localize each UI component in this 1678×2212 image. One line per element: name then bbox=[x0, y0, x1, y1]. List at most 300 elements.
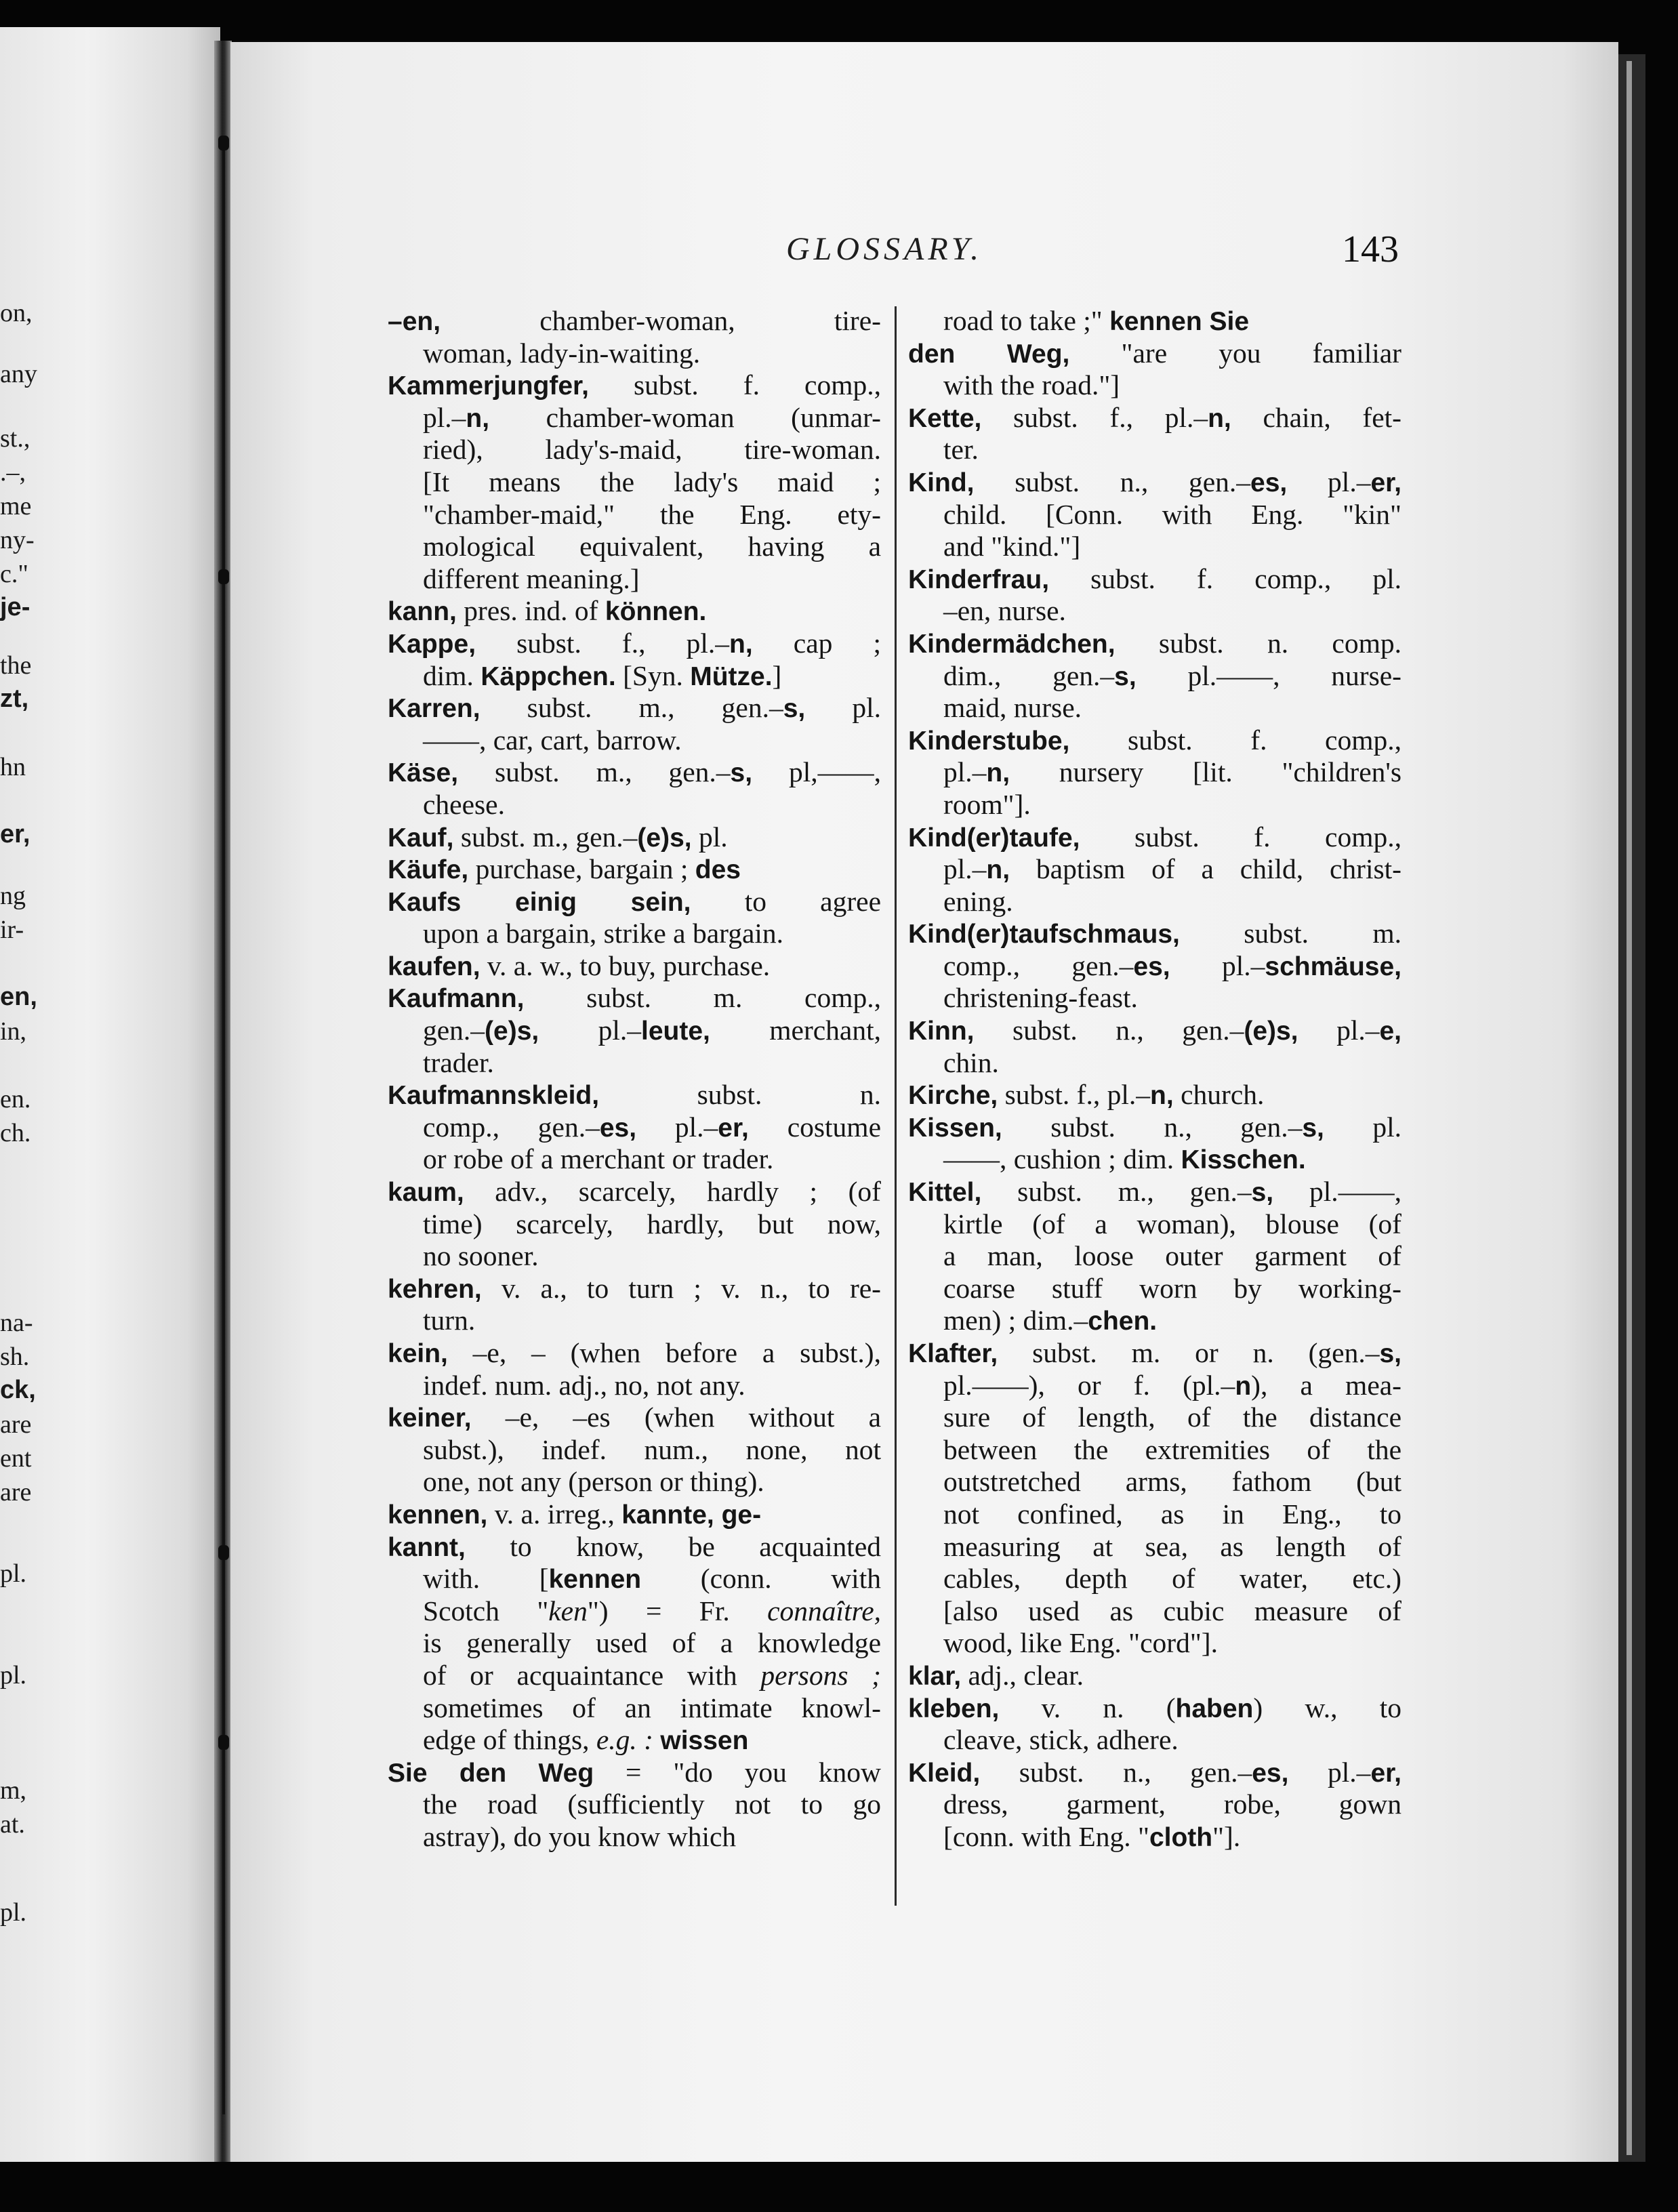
binding-stitch bbox=[218, 136, 229, 150]
definition-text: and "kind."] bbox=[943, 531, 1081, 562]
entry-first-line bbox=[388, 1176, 881, 1208]
headword: Kind(er)taufe, bbox=[908, 823, 1080, 853]
definition-text: chamber-woman, tire- bbox=[441, 305, 881, 336]
definition-text: sometimes of an intimate knowl- bbox=[423, 1692, 881, 1723]
entry-first-line bbox=[388, 1531, 881, 1563]
definition-text: –e, – (when before a subst.), bbox=[447, 1337, 881, 1368]
headword: es, bbox=[1133, 951, 1170, 981]
entry-line bbox=[908, 982, 1401, 1015]
definition-text: church. bbox=[1173, 1079, 1265, 1111]
definition-text: subst. n., gen.– bbox=[974, 1015, 1244, 1046]
definition-text: maid, nurse. bbox=[943, 692, 1082, 724]
entry-line bbox=[908, 756, 1401, 789]
definition-text: subst. f. comp., bbox=[1080, 821, 1401, 853]
entry-first-line bbox=[908, 918, 1401, 950]
entry-line bbox=[388, 918, 881, 950]
running-head: GLOSSARY. bbox=[786, 231, 983, 267]
definition-text: [also used as cubic measure of bbox=[943, 1595, 1401, 1626]
left-page-fragment: en, bbox=[0, 983, 37, 1011]
headword: er, bbox=[1370, 1758, 1401, 1788]
entry-line bbox=[908, 1724, 1401, 1757]
definition-text: adv., scarcely, hardly ; (of bbox=[464, 1176, 881, 1208]
entry-line bbox=[388, 531, 881, 563]
column-rule bbox=[895, 306, 897, 1906]
definition-text: subst. m. or n. (gen.– bbox=[998, 1337, 1380, 1368]
headword: n, bbox=[729, 629, 753, 659]
definition-text: v. a. irreg., bbox=[487, 1498, 622, 1530]
definition-text: ), a mea- bbox=[1251, 1369, 1402, 1401]
italic-text: persons ; bbox=[760, 1659, 881, 1691]
definition-text: with the road."] bbox=[943, 369, 1120, 401]
definition-text: (conn. with bbox=[641, 1563, 881, 1595]
entry-line bbox=[388, 1047, 881, 1080]
headword: Sie den Weg bbox=[388, 1758, 594, 1788]
headword: kaum, bbox=[388, 1178, 464, 1208]
entry-first-line bbox=[388, 1337, 881, 1370]
entry-first-line bbox=[388, 756, 881, 789]
definition-text: outstretched arms, fathom (but bbox=[943, 1466, 1401, 1498]
headword: Kinn, bbox=[908, 1017, 975, 1046]
left-page-fragment: c." bbox=[0, 560, 28, 588]
definition-text: pl. bbox=[691, 821, 728, 853]
entry-first-line bbox=[908, 1176, 1401, 1208]
entry-line bbox=[388, 1788, 881, 1821]
definition-text: kirtle (of a woman), blouse (of bbox=[943, 1208, 1401, 1240]
entry-first-line bbox=[908, 1757, 1401, 1789]
headword: des bbox=[695, 855, 741, 885]
headword: schmäuse, bbox=[1265, 951, 1402, 981]
definition-text: purchase, bargain ; bbox=[468, 853, 695, 885]
entry-first-line bbox=[388, 305, 881, 337]
headword: (e)s, bbox=[1244, 1017, 1298, 1046]
headword: kaufen, bbox=[388, 951, 480, 981]
definition-text: cleave, stick, adhere. bbox=[943, 1724, 1179, 1756]
definition-text: subst. f., pl.– bbox=[476, 627, 730, 659]
definition-text: pl.– bbox=[943, 756, 987, 788]
headword: (e)s, bbox=[637, 823, 692, 853]
definition-text: of or acquaintance with bbox=[423, 1659, 761, 1691]
left-page-fragment: sh. bbox=[0, 1343, 30, 1371]
headword: Mütze. bbox=[690, 661, 773, 691]
entry-first-line bbox=[388, 628, 881, 660]
definition-text: [Syn. bbox=[615, 659, 691, 691]
entry-line bbox=[908, 499, 1401, 531]
definition-text: –en, nurse. bbox=[943, 595, 1066, 627]
left-page-fragment: are bbox=[0, 1478, 32, 1507]
entry-line bbox=[388, 563, 881, 596]
definition-text: v. a. w., to buy, purchase. bbox=[480, 949, 771, 981]
entry-line bbox=[388, 402, 881, 434]
definition-text: pl.– bbox=[1287, 466, 1371, 497]
headword: (e)s, bbox=[485, 1017, 539, 1046]
entry-first-line bbox=[908, 1015, 1401, 1047]
definition-text: = "do you know bbox=[594, 1756, 881, 1788]
headword: leute, bbox=[641, 1017, 710, 1046]
entry-line bbox=[388, 1015, 881, 1047]
binding-stitch bbox=[218, 569, 229, 584]
headword: e, bbox=[1379, 1017, 1401, 1046]
left-page-fragment: ent bbox=[0, 1444, 32, 1473]
entry-line bbox=[908, 950, 1401, 983]
definition-text: pl.——, nurse- bbox=[1136, 659, 1401, 691]
definition-text: ) w., to bbox=[1253, 1692, 1401, 1723]
headword: Kauf, bbox=[388, 823, 454, 853]
headword: Kinderstube, bbox=[908, 726, 1070, 756]
definition-text: ——, car, cart, barrow. bbox=[423, 724, 682, 756]
entry-line bbox=[908, 1208, 1401, 1241]
definition-text: pl,——, bbox=[752, 756, 882, 788]
definition-text: upon a bargain, strike a bargain. bbox=[423, 918, 784, 949]
definition-text: pl.– bbox=[1288, 1756, 1371, 1788]
entry-first-line bbox=[388, 1757, 881, 1789]
left-page-fragment: in, bbox=[0, 1017, 27, 1046]
definition-text: pl. bbox=[1324, 1111, 1402, 1143]
headword: s, bbox=[1251, 1178, 1274, 1208]
left-page-fragment: are bbox=[0, 1410, 32, 1439]
headword: n, bbox=[1150, 1081, 1174, 1111]
entry-first-line bbox=[388, 595, 881, 628]
entry-line bbox=[388, 1240, 881, 1273]
entry-first-line bbox=[908, 724, 1401, 757]
headword: s, bbox=[1114, 661, 1137, 691]
entry-first-line bbox=[908, 1079, 1401, 1111]
entry-line bbox=[908, 886, 1401, 918]
definition-text: subst. m., gen.– bbox=[458, 756, 731, 788]
left-page-fragment: ir- bbox=[0, 916, 24, 944]
entry-first-line bbox=[388, 950, 881, 983]
entry-first-line bbox=[388, 821, 881, 854]
definition-text: cables, depth of water, etc.) bbox=[943, 1563, 1401, 1595]
entry-line bbox=[908, 1434, 1401, 1467]
definition-text bbox=[653, 1724, 660, 1755]
entry-first-line bbox=[908, 402, 1401, 434]
definition-text: subst. n. comp. bbox=[1115, 627, 1401, 659]
definition-text: time) scarcely, hardly, but now, bbox=[423, 1208, 881, 1240]
definition-text: subst. m., gen.– bbox=[480, 692, 783, 724]
italic-text: connaître, bbox=[767, 1595, 882, 1626]
entry-first-line bbox=[388, 369, 881, 402]
definition-text: ——, cushion ; dim. bbox=[943, 1143, 1181, 1175]
headword: kennen Sie bbox=[1109, 307, 1250, 336]
headword: Käufe, bbox=[388, 855, 469, 885]
entry-line bbox=[388, 337, 881, 370]
definition-text: ter. bbox=[943, 434, 979, 466]
definition-text: astray), do you know which bbox=[423, 1820, 737, 1852]
left-page-fragment: me bbox=[0, 492, 32, 520]
headword: haben bbox=[1175, 1694, 1254, 1723]
headword: er, bbox=[1370, 468, 1402, 497]
definition-text: "chamber-maid," the Eng. ety- bbox=[423, 498, 881, 530]
entry-line bbox=[388, 499, 881, 531]
definition-text: no sooner. bbox=[423, 1240, 539, 1272]
definition-text: subst. f. comp., bbox=[588, 369, 881, 401]
definition-text: dim., gen.– bbox=[943, 659, 1115, 691]
definition-text: the road (sufficiently not to go bbox=[423, 1788, 881, 1820]
entry-line bbox=[388, 1370, 881, 1402]
headword: kehren, bbox=[388, 1274, 482, 1304]
entry-first-line bbox=[388, 853, 881, 886]
binding-stitch bbox=[218, 1735, 229, 1750]
definition-text: pl. bbox=[805, 692, 882, 724]
left-page-fragment: ck, bbox=[0, 1376, 36, 1404]
headword: Kette, bbox=[908, 403, 982, 433]
definition-text: mological equivalent, having a bbox=[423, 531, 881, 562]
headword: keiner, bbox=[388, 1404, 472, 1433]
headword: n, bbox=[986, 758, 1010, 788]
entry-first-line bbox=[908, 337, 1401, 370]
entry-first-line bbox=[908, 1337, 1401, 1370]
entry-line bbox=[908, 853, 1401, 886]
definition-text: or robe of a merchant or trader. bbox=[423, 1143, 774, 1175]
definition-text: subst. m., gen.– bbox=[981, 1176, 1252, 1208]
definition-text: adj., clear. bbox=[961, 1659, 1084, 1691]
previous-page-edge bbox=[0, 27, 220, 2162]
definition-text: christening-feast. bbox=[943, 982, 1138, 1014]
definition-text: with. [ bbox=[423, 1563, 549, 1595]
page-edge-highlight bbox=[1626, 61, 1632, 2155]
definition-text: woman, lady-in-waiting. bbox=[423, 337, 701, 369]
definition-text: subst. f., pl.– bbox=[981, 401, 1208, 433]
binding-stitch bbox=[218, 1545, 229, 1560]
definition-text: ried), lady's-maid, tire-woman. bbox=[423, 434, 881, 466]
left-page-fragment: ch. bbox=[0, 1119, 31, 1147]
headword: es, bbox=[1250, 468, 1288, 497]
definition-text: child. [Conn. with Eng. "kin" bbox=[943, 498, 1401, 530]
headword: s, bbox=[730, 758, 753, 788]
headword: kennen, bbox=[388, 1500, 488, 1530]
entry-line bbox=[908, 660, 1401, 693]
headword: Kind, bbox=[908, 468, 975, 497]
definition-text: subst. n., gen.– bbox=[1002, 1111, 1303, 1143]
entry-first-line bbox=[908, 1692, 1401, 1725]
definition-text: comp., gen.– bbox=[943, 949, 1134, 981]
left-page-fragment: m, bbox=[0, 1776, 27, 1805]
entry-line bbox=[908, 595, 1401, 628]
definition-text: pl.– bbox=[539, 1015, 642, 1046]
definition-text: measuring at sea, as length of bbox=[943, 1530, 1401, 1562]
definition-text: one, not any (person or thing). bbox=[423, 1466, 764, 1498]
left-page-fragment: the bbox=[0, 651, 32, 680]
headword: kleben, bbox=[908, 1694, 1000, 1723]
entry-line bbox=[388, 1627, 881, 1660]
entry-line bbox=[908, 1401, 1401, 1434]
headword: Kinderfrau, bbox=[908, 565, 1050, 594]
definition-text: v. n. ( bbox=[999, 1692, 1176, 1723]
binding-thread bbox=[222, 136, 225, 2114]
headword: n, bbox=[986, 855, 1010, 885]
headword: den Weg, bbox=[908, 339, 1070, 369]
entry-line bbox=[908, 692, 1401, 724]
definition-text: chamber-woman (unmar- bbox=[489, 401, 881, 433]
definition-text: cheese. bbox=[423, 788, 505, 820]
headword: –en, bbox=[388, 307, 441, 336]
definition-text: merchant, bbox=[710, 1015, 882, 1046]
page-edge-shadow bbox=[1618, 54, 1645, 2162]
entry-line bbox=[908, 1595, 1401, 1628]
definition-text: ") = Fr. bbox=[587, 1595, 768, 1626]
definition-text: edge of things, bbox=[423, 1724, 596, 1756]
entry-line bbox=[908, 1143, 1401, 1176]
headword: Kaufmannskleid, bbox=[388, 1081, 600, 1111]
glossary-column-left bbox=[388, 305, 881, 1853]
headword: s, bbox=[1379, 1339, 1401, 1368]
definition-text: pl.– bbox=[636, 1111, 718, 1143]
headword: Klafter, bbox=[908, 1339, 998, 1368]
entry-line bbox=[388, 1692, 881, 1725]
entry-first-line bbox=[388, 886, 881, 918]
entry-line bbox=[388, 1821, 881, 1853]
entry-line bbox=[388, 1660, 881, 1692]
entry-line bbox=[908, 305, 1401, 337]
definition-text: trader. bbox=[423, 1046, 494, 1078]
entry-line bbox=[908, 1305, 1401, 1337]
left-page-fragment: je- bbox=[0, 593, 30, 621]
definition-text: subst. n., gen.– bbox=[974, 466, 1251, 497]
entry-line bbox=[908, 434, 1401, 466]
headword: Kirche, bbox=[908, 1081, 998, 1111]
definition-text: pres. ind. of bbox=[456, 595, 605, 627]
definition-text: costume bbox=[748, 1111, 881, 1143]
headword: s, bbox=[1302, 1113, 1324, 1143]
entry-line bbox=[388, 1724, 881, 1757]
left-page-fragment: na- bbox=[0, 1309, 33, 1337]
definition-text: subst. f. comp., pl. bbox=[1049, 562, 1401, 594]
definition-text: chin. bbox=[943, 1046, 999, 1078]
entry-line bbox=[388, 1434, 881, 1467]
definition-text: subst. f. comp., bbox=[1069, 724, 1401, 756]
entry-line bbox=[908, 1370, 1401, 1402]
headword: kannt, bbox=[388, 1532, 466, 1562]
left-page-fragment: on, bbox=[0, 299, 33, 327]
definition-text: pl.——), or f. (pl.– bbox=[943, 1369, 1235, 1401]
left-page-fragment: er, bbox=[0, 820, 30, 848]
headword: können. bbox=[605, 597, 707, 627]
entry-line bbox=[908, 369, 1401, 402]
headword: Kappe, bbox=[388, 629, 476, 659]
entry-line bbox=[388, 1563, 881, 1595]
entry-line bbox=[908, 1047, 1401, 1080]
definition-text: a man, loose outer garment of bbox=[943, 1240, 1401, 1272]
headword: Käse, bbox=[388, 758, 459, 788]
left-page-fragment: zt, bbox=[0, 684, 29, 713]
headword: s, bbox=[783, 694, 806, 724]
entry-line bbox=[908, 1563, 1401, 1595]
entry-line bbox=[908, 531, 1401, 563]
headword: n, bbox=[466, 403, 490, 433]
definition-text: different meaning.] bbox=[423, 562, 640, 594]
left-page-fragment: ng bbox=[0, 882, 26, 910]
entry-line bbox=[908, 1466, 1401, 1498]
entry-first-line bbox=[908, 1660, 1401, 1692]
left-page-fragment: at. bbox=[0, 1810, 25, 1839]
headword: es, bbox=[1252, 1758, 1289, 1788]
definition-text: "are you familiar bbox=[1069, 337, 1401, 369]
headword: Karren, bbox=[388, 694, 480, 724]
headword: wissen bbox=[660, 1726, 749, 1756]
definition-text: subst. n., gen.– bbox=[980, 1756, 1252, 1788]
definition-text: pl.– bbox=[1170, 949, 1265, 981]
left-page-fragment: en. bbox=[0, 1085, 31, 1113]
left-page-fragment: any bbox=[0, 360, 37, 388]
entry-line bbox=[388, 724, 881, 757]
definition-text: road to take ;" bbox=[943, 305, 1110, 336]
definition-text: to agree bbox=[691, 885, 882, 917]
entry-line bbox=[388, 434, 881, 466]
entry-first-line bbox=[908, 466, 1401, 499]
definition-text: room"]. bbox=[943, 788, 1031, 820]
definition-text: pl.– bbox=[943, 853, 987, 885]
left-page-fragment: pl. bbox=[0, 1898, 27, 1927]
headword: Käppchen. bbox=[480, 661, 616, 691]
entry-line bbox=[908, 1240, 1401, 1273]
definition-text: cap ; bbox=[752, 627, 882, 659]
definition-text: indef. num. adj., no, not any. bbox=[423, 1369, 745, 1401]
headword: kennen bbox=[548, 1565, 642, 1595]
definition-text: sure of length, of the distance bbox=[943, 1401, 1401, 1433]
definition-text: turn. bbox=[423, 1305, 476, 1336]
entry-line bbox=[388, 1111, 881, 1144]
entry-line bbox=[908, 1627, 1401, 1660]
entry-first-line bbox=[908, 563, 1401, 596]
entry-first-line bbox=[388, 1401, 881, 1434]
entry-first-line bbox=[388, 1079, 881, 1111]
headword: Kittel, bbox=[908, 1178, 982, 1208]
italic-text: e.g. : bbox=[596, 1724, 653, 1756]
definition-text: ening. bbox=[943, 885, 1013, 917]
left-page-fragment: hn bbox=[0, 753, 26, 781]
headword: chen. bbox=[1088, 1307, 1158, 1336]
definition-text: –e, –es (when without a bbox=[471, 1401, 881, 1433]
headword: Kindermädchen, bbox=[908, 629, 1116, 659]
italic-text: ken bbox=[548, 1595, 588, 1626]
entry-line bbox=[908, 1498, 1401, 1531]
definition-text: pl.– bbox=[1298, 1015, 1380, 1046]
definition-text: men) ; dim.– bbox=[943, 1305, 1088, 1336]
left-page-fragment: st., bbox=[0, 424, 30, 453]
definition-text: comp., gen.– bbox=[423, 1111, 600, 1143]
entry-line bbox=[388, 1595, 881, 1628]
left-page-fragment: pl. bbox=[0, 1661, 27, 1689]
headword: kannte, ge- bbox=[621, 1500, 762, 1530]
headword: klar, bbox=[908, 1661, 962, 1691]
entry-line bbox=[388, 466, 881, 499]
headword: er, bbox=[718, 1113, 749, 1143]
entry-line bbox=[908, 1788, 1401, 1821]
headword: Kind(er)taufschmaus, bbox=[908, 920, 1180, 949]
definition-text: Scotch " bbox=[423, 1595, 549, 1626]
definition-text: subst. m. comp., bbox=[524, 982, 881, 1014]
entry-line bbox=[388, 1466, 881, 1498]
definition-text: "]. bbox=[1212, 1820, 1241, 1852]
definition-text: chain, fet- bbox=[1231, 401, 1401, 433]
definition-text: dim. bbox=[423, 659, 481, 691]
headword: cloth bbox=[1149, 1822, 1213, 1852]
entry-line bbox=[388, 1305, 881, 1337]
headword: n bbox=[1235, 1371, 1252, 1401]
entry-first-line bbox=[388, 1498, 881, 1531]
entry-line bbox=[388, 1143, 881, 1176]
definition-text: nursery [lit. "children's bbox=[1010, 756, 1401, 788]
definition-text: pl.——, bbox=[1273, 1176, 1401, 1208]
entry-first-line bbox=[908, 628, 1401, 660]
definition-text: to know, be acquainted bbox=[465, 1530, 881, 1562]
definition-text: baptism of a child, christ- bbox=[1010, 853, 1401, 885]
entry-line bbox=[908, 789, 1401, 821]
definition-text: not confined, as in Eng., to bbox=[943, 1498, 1401, 1530]
entry-first-line bbox=[388, 1273, 881, 1305]
headword: n, bbox=[1208, 403, 1231, 433]
entry-first-line bbox=[908, 1111, 1401, 1144]
